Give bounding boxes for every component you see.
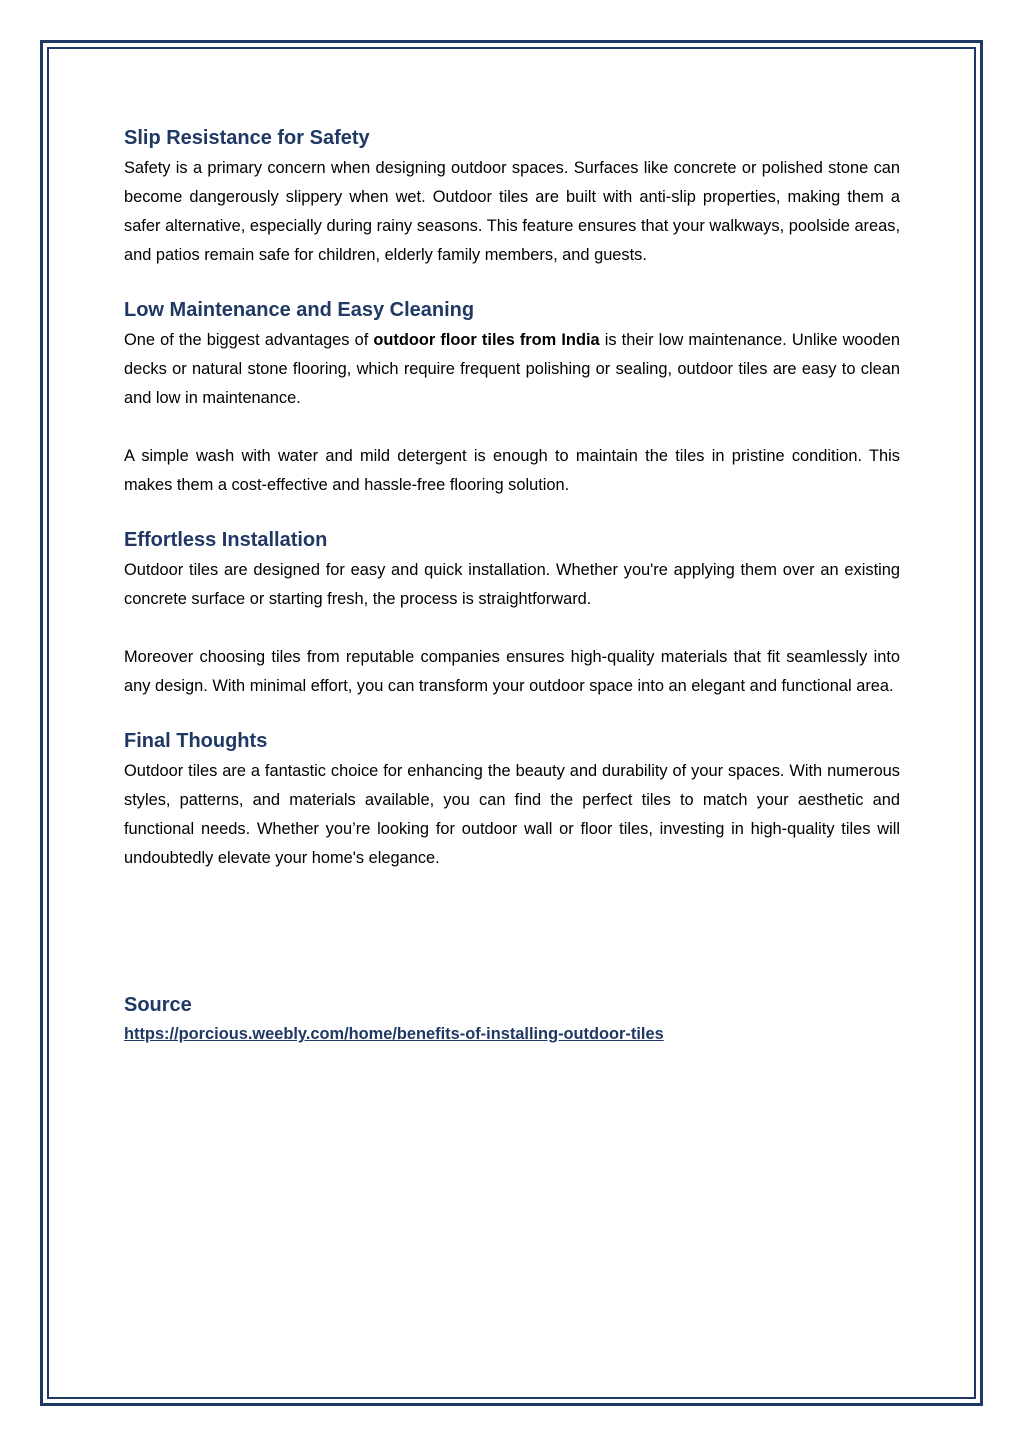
section-final-thoughts (124, 727, 900, 873)
spacer (124, 899, 900, 991)
keyword-emphasis: outdoor floor tiles from India (373, 331, 600, 349)
section-low-maintenance (124, 296, 900, 500)
section-paragraph: Outdoor tiles are a fantastic choice for enhancing the beauty and durability of your spaces. With numerous styles, patterns, and materials available, you can find the perfect tiles to match your aesthetic and functional needs. Whether you’re looking for outdoor wall or floor tiles, investing in high-quality tiles will undoubtedly elevate your home's elegance. (124, 762, 900, 867)
paragraph-text: One of the biggest advantages of (124, 331, 374, 349)
section-paragraph: Safety is a primary concern when designing outdoor spaces. Surfaces like concrete or polished stone can become dangerously slippery when wet. Outdoor tiles are built with anti-slip properties, making them a safer alternative, especially during rainy seasons. This feature ensures that your walkways, poolside areas, and patios remain safe for children, elderly family members, and guests. (124, 159, 900, 264)
section-effortless-installation (124, 526, 900, 701)
source-link[interactable]: https://porcious.weebly.com/home/benefits-of-installing-outdoor-tiles (124, 1025, 664, 1043)
section-paragraph: Moreover choosing tiles from reputable companies ensures high-quality materials that fit seamlessly into any design. With minimal effort, you can transform your outdoor space into an elegant and functional area. (124, 648, 900, 695)
section-slip-resistance (124, 124, 900, 270)
source-heading: Source (124, 994, 192, 1016)
section-paragraph: A simple wash with water and mild detergent is enough to maintain the tiles in pristine condition. This makes them a cost-effective and hassle-free flooring solution. (124, 447, 900, 494)
section-paragraph: Outdoor tiles are designed for easy and quick installation. Whether you're applying them over an existing concrete surface or starting fresh, the process is straightforward. (124, 561, 900, 608)
paragraph-text: is their low maintenance. Unlike wooden decks or natural stone flooring, which require frequent polishing or sealing, outdoor tiles are easy to clean and low in maintenance. (124, 331, 900, 407)
document-body (124, 124, 900, 1047)
section-paragraph (124, 326, 900, 413)
section-heading: Low Maintenance and Easy Cleaning (124, 299, 475, 321)
section-heading: Effortless Installation (124, 529, 328, 551)
section-heading: Final Thoughts (124, 730, 268, 752)
source-section (124, 991, 900, 1047)
section-heading: Slip Resistance for Safety (124, 127, 370, 149)
